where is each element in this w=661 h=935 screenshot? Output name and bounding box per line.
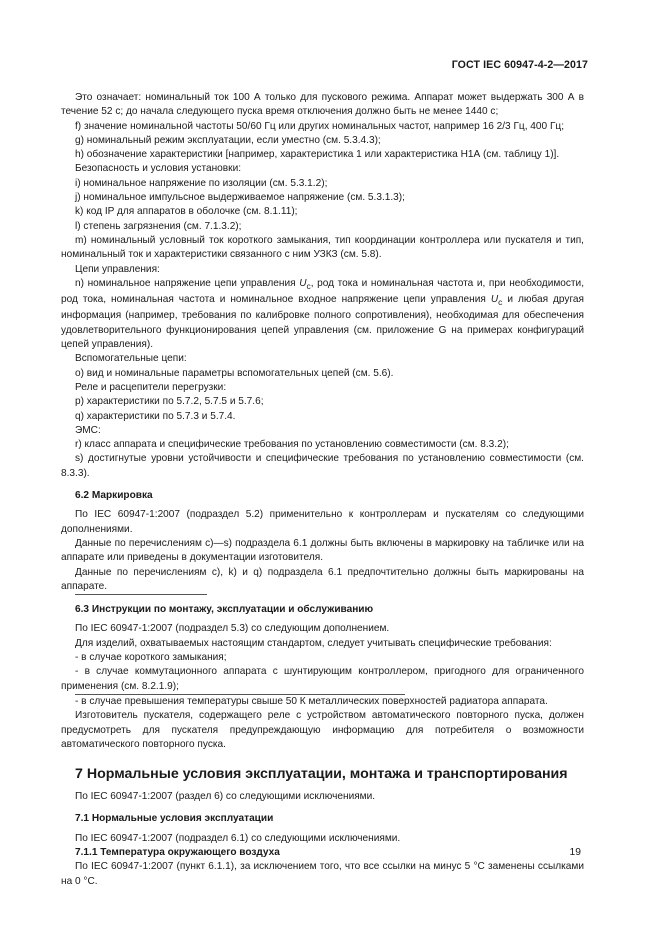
list-item: - в случае короткого замыкания; [75,652,227,664]
text: n) номинальное напряжение цепи управления [75,277,300,289]
page-content [61,91,584,889]
group-heading: ЭМС: [75,424,101,436]
voltage-subscript: c [498,297,503,308]
standard-header: ГОСТ IEC 60947-4-2—2017 [451,59,588,71]
list-item-n [61,277,584,353]
list-item: p) характеристики по 5.7.2, 5.7.5 и 5.7.6; [75,396,264,408]
list-item: r) класс аппарата и специфические требования по установлению совместимости (см. 8.3.2); [75,439,509,451]
group-heading: Цепи управления: [75,263,160,275]
paragraph: Данные по перечислениям с), k) и q) подраздела 6.1 предпочтительно должны быть маркированы на аппарате. [61,566,584,592]
group-heading: Безопасность и условия установки: [75,163,242,175]
list-item: - в случае коммутационного аппарата с шунтирующим контроллером, пригодного для ограниченного применения (см. 8.2.1.9); [61,666,584,692]
list-item: о) вид и номинальные параметры вспомогательных цепей (см. 5.6). [75,367,394,379]
list-item: h) обозначение характеристики [например, характеристика 1 или характеристика Н1А (см. таблицу 1)]. [75,149,560,161]
group-heading: Вспомогательные цепи: [75,353,187,365]
list-item: k) код IP для аппаратов в оболочке (см. 8.1.11); [75,206,298,218]
section-heading-7: 7 Нормальные условия эксплуатации, монтажа и транспортирования [75,766,568,783]
voltage-symbol: U [299,277,307,289]
paragraph: По IEC 60947-1:2007 (пункт 6.1.1), за исключением того, что все ссылки на минус 5 °С заменены ссылками на 0 °С. [61,861,584,887]
list-item: l) степень загрязнения (см. 7.1.3.2); [75,220,242,232]
paragraph: По IEC 60947-1:2007 (подраздел 6.1) со следующими исключениями. [75,832,401,844]
section-heading-6-2: 6.2 Маркировка [75,490,153,502]
list-item: g) номинальный режим эксплуатации, если уместно (см. 5.3.4.3); [75,134,381,146]
paragraph: Изготовитель пускателя, содержащего реле с устройством автоматического повторного пуска, должен предусмотреть для пускателя предупреждающую информацию для потребителя о возможности автоматического повторного пуска. [61,710,584,750]
divider [75,594,207,595]
page-number: 19 [569,847,581,858]
list-item: j) номинальное импульсное выдерживаемое напряжение (см. 5.3.1.3); [75,192,405,204]
paragraph: По IEC 60947-1:2007 (подраздел 5.2) применительно к контроллерам и пускателям со следующими дополнениями. [61,509,584,535]
list-item: q) характеристики по 5.7.3 и 5.7.4. [75,410,236,422]
list-item: i) номинальное напряжение по изоляции (см. 5.3.1.2); [75,177,328,189]
group-heading: Реле и расцепители перегрузки: [75,381,227,393]
section-heading-6-3: 6.3 Инструкции по монтажу, эксплуатации и обслуживанию [75,604,374,616]
voltage-symbol: U [490,294,499,306]
paragraph: По IEC 60947-1:2007 (раздел 6) со следующими исключениями. [75,791,376,803]
paragraph: По IEC 60947-1:2007 (подраздел 5.3) со следующим дополнением. [75,623,390,635]
section-heading-7-1-1: 7.1.1 Температура окружающего воздуха [75,846,280,858]
paragraph: Для изделий, охватываемых настоящим стандартом, следует учитывать специфические требования: [75,637,552,649]
list-item: m) номинальный условный ток короткого замыкания, тип координации контроллера или пускателя и тип, номинальный ток и характеристики связанного с ним УЗКЗ (см. 5.8). [61,234,584,261]
list-item: s) достигнутые уровни устойчивости и специфические требования по установлению совместимости (см. 8.3.3). [61,453,584,479]
text: , род тока и номинальная частота и, при необходимости, род тока, номинальная частота и номинальное входное напряжение цепи управления [61,277,584,306]
text: и любая другая информация (например, требования по калибровке полного сопротивления), необходимая для обеспечения удовлетворительного функционирования цепей управления (см. приложение G на примерах конфигураций цепей управления). [61,294,584,351]
voltage-subscript: c [306,280,311,291]
paragraph: Это означает: номинальный ток 100 А только для пускового режима. Аппарат может выдержать 300 А в течение 52 с; до начала следующего пуска время отключения должно быть не менее 1440 с; [61,92,584,118]
list-item: - в случае превышения температуры свыше 50 К металлических поверхностей радиатора аппарата. [75,695,548,707]
list-item: f) значение номинальной частоты 50/60 Гц или других номинальных частот, например 16 2/3 Гц, 400 Гц; [75,120,565,132]
paragraph: Данные по перечислениям с)—s) подраздела 6.1 должны быть включены в маркировку на табличке или на аппарате или приведены в документации изготовителя. [61,537,584,564]
section-heading-7-1: 7.1 Нормальные условия эксплуатации [75,813,274,825]
